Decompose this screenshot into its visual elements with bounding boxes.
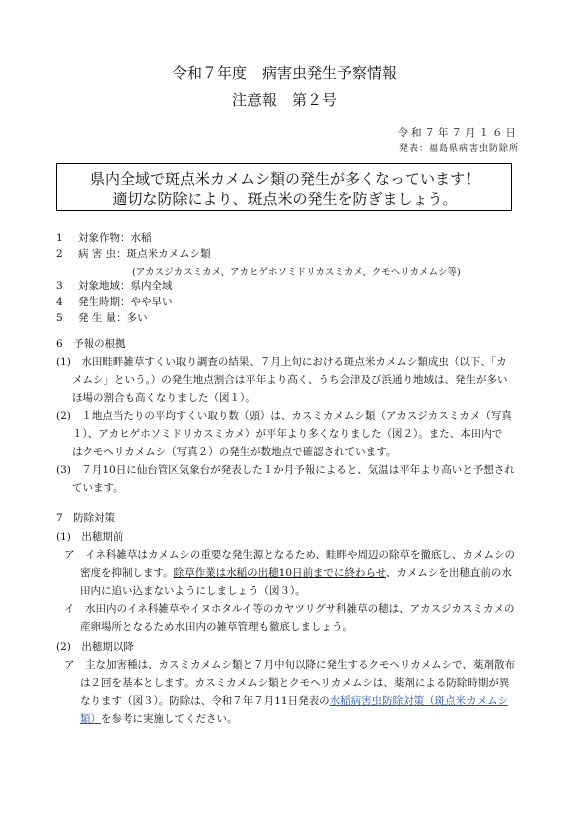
- summary-num: 5: [56, 312, 63, 324]
- control-b-line-1: ア 主な加害種は、カスミカメムシ類と７月中旬以降に発生するクモヘリカメムシで、薬剤散布: [64, 659, 515, 671]
- control-b-line-3-pre: なります（図３）。防除は、令和７年７月11日発表の: [80, 695, 330, 707]
- control-a-line-2: [80, 567, 512, 580]
- basis-p3-line-2: ています。: [72, 482, 124, 494]
- basis-p2-line-2: １）、アカヒゲホソミドリカスミカメ）が平年より多くなりました（図２）。また、本田内で: [72, 428, 503, 440]
- basis-p2-line-1: (2) １地点当たりの平均すくい取り数（頭）は、カスミカメムシ類（アカスジカスミカメ（写真: [56, 410, 512, 422]
- control-b-line-3: [80, 695, 508, 708]
- summary-num: 2: [56, 248, 63, 260]
- control-a-line-3: 田内に追い込まないようにしましょう（図３）。: [80, 585, 306, 597]
- control-measures-link-cont[interactable]: 類）: [80, 713, 101, 725]
- section-heading-basis: 6 予報の根拠: [56, 338, 126, 350]
- control-b-line-2: は２回を基本とします。カスミカメムシ類とクモヘリカメムシは、薬剤による防除時期が異: [80, 677, 510, 689]
- summary-item-region: 対象地域：県内全域: [78, 280, 173, 292]
- basis-p2-line-3: はクモヘリカメムシ（写真２）の発生が数地点で確認されています。: [72, 446, 397, 458]
- control-i-line-2: 産卵場所となるため水田内の雑草管理も徹底しましょう。: [80, 621, 353, 633]
- section-heading-control: 7 防除対策: [56, 512, 116, 524]
- issue-date: 令和７年７月１６日: [397, 127, 519, 139]
- notice-line-1: 県内全域で斑点米カメムシ類の発生が多くなっています！: [89, 170, 480, 188]
- control-b-line-4: [80, 713, 238, 726]
- summary-num: 1: [56, 232, 63, 244]
- summary-item-pest-species: (アカスジカスミカメ、アカヒゲホソミドリカスミカメ、クモヘリカメムシ等): [132, 267, 461, 278]
- summary-num: 4: [56, 296, 63, 308]
- control-measures-link[interactable]: 水稲病害虫防除対策（斑点米カメムシ: [329, 695, 509, 707]
- summary-num: 3: [56, 280, 63, 292]
- summary-item-crop: 対象作物：水稲: [78, 232, 152, 244]
- control-sub-before-heading: (1) 出穂期前: [56, 531, 124, 543]
- document-title: 令和７年度 病害虫発生予察情報: [171, 64, 397, 82]
- control-a-line-2-underlined: 除草作業は水稲の出穂10日前までに終わらせ: [173, 567, 386, 579]
- summary-item-timing: 発生時期：やや早い: [78, 296, 173, 308]
- control-a-line-2-post: 、カメムシを出穂直前の水: [385, 567, 512, 579]
- basis-p1-line-2: メムシ」という。）の発生地点割合は平年より高く、うち会津及び浜通り地域は、発生が多い: [72, 374, 508, 386]
- control-a-line-2-pre: 密度を抑制します。: [80, 567, 174, 579]
- document-subtitle: 注意報 第２号: [231, 91, 337, 109]
- notice-line-2: 適切な防除により、斑点米の発生を防ぎましょう。: [112, 190, 458, 208]
- control-b-line-4-post: を参考に実施してください。: [101, 713, 238, 725]
- control-a-line-1: ア イネ科雑草はカメムシの重要な発生源となるため、畦畔や周辺の除草を徹底し、カメムシの: [64, 549, 515, 561]
- basis-p3-line-1: (3) ７月10日に仙台管区気象台が発表した１か月予報によると、気温は平年より高いと予想され: [56, 464, 515, 476]
- issuer: 発表：福島県病害虫防除所: [398, 144, 519, 154]
- summary-item-pest: 病 害 虫：斑点米カメムシ類: [78, 248, 211, 260]
- control-i-line-1: イ 水田内のイネ科雑草やイヌホタルイ等のカヤツリグサ科雑草の穂は、アカスジカスミカメの: [64, 603, 515, 615]
- control-sub-after-heading: (2) 出穂期以降: [56, 641, 134, 653]
- summary-item-amount: 発 生 量：多い: [78, 312, 148, 324]
- basis-p1-line-3: ほ場の割合も高くなりました（図１）。: [72, 392, 256, 404]
- basis-p1-line-1: (1) 水田畦畔雑草すくい取り調査の結果、７月上旬における斑点米カメムシ類成虫（以下、「カ: [56, 356, 507, 368]
- notice-box: [56, 163, 512, 211]
